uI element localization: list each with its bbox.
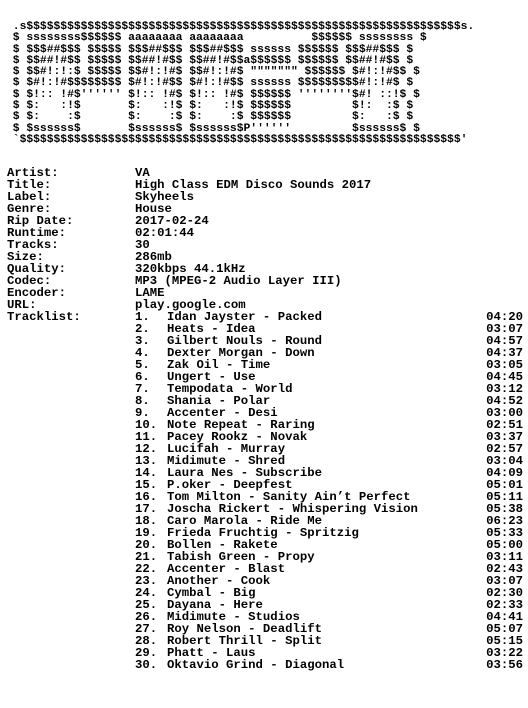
info-row-tracks <box>7 239 523 251</box>
info-label: URL: <box>7 298 37 312</box>
track-duration: 04:52 <box>486 394 523 408</box>
track-number: 19. <box>135 526 158 540</box>
track-duration: 05:15 <box>486 634 523 648</box>
track-number: 12. <box>135 442 158 456</box>
info-value: play.google.com <box>135 298 246 312</box>
track-row <box>7 575 523 587</box>
info-label: Artist: <box>7 166 59 180</box>
track-number: 22. <box>135 562 158 576</box>
track-title: Midimute - Studios <box>167 610 300 624</box>
info-row-title <box>7 179 523 191</box>
track-number: 9. <box>135 406 150 420</box>
track-duration: 04:09 <box>486 466 523 480</box>
ascii-art-line: $ $: :!$ $: :!$ $: :!$ $$$$$$ $!: :$ $ <box>6 100 414 113</box>
track-row <box>7 359 523 371</box>
track-duration: 03:22 <box>486 646 523 660</box>
track-duration: 05:00 <box>486 538 523 552</box>
track-duration: 05:01 <box>486 478 523 492</box>
track-duration: 05:11 <box>486 490 523 504</box>
ascii-art-line: $ $$#!:!:$ $$$$$ $$#!:!#$ $$#!:!#$ """"""" $$$$$$ $#!:!#$$ $ <box>6 66 420 79</box>
track-duration: 02:30 <box>486 586 523 600</box>
track-title: Another - Cook <box>167 574 271 588</box>
info-label: Quality: <box>7 262 67 276</box>
track-title: Shania - Polar <box>167 394 271 408</box>
ascii-art-line: $ ssssssss$$$$$$ aaaaaaaa aaaaaaaa $$$$$$ ssssssss $ <box>6 32 427 45</box>
track-title: Caro Marola - Ride Me <box>167 514 322 528</box>
track-title: Laura Nes - Subscribe <box>167 466 322 480</box>
info-label: Genre: <box>7 202 52 216</box>
track-number: 6. <box>135 370 150 384</box>
track-duration: 03:04 <box>486 454 523 468</box>
track-title: Heats - Idea <box>167 322 256 336</box>
track-number: 7. <box>135 382 150 396</box>
tracklist-label-row <box>7 311 523 323</box>
track-duration: 02:43 <box>486 562 523 576</box>
info-row-rip-date <box>7 215 523 227</box>
info-value: 2017-02-24 <box>135 214 209 228</box>
track-title: Note Repeat - Raring <box>167 418 315 432</box>
track-title: Ungert - Use <box>167 370 256 384</box>
track-duration: 03:07 <box>486 574 523 588</box>
track-number: 8. <box>135 394 150 408</box>
track-title: Cymbal - Big <box>167 586 256 600</box>
track-duration: 03:12 <box>486 382 523 396</box>
info-label: Title: <box>7 178 52 192</box>
track-row <box>7 659 523 671</box>
info-label: Encoder: <box>7 286 67 300</box>
info-row-label <box>7 191 523 203</box>
track-duration: 04:41 <box>486 610 523 624</box>
track-duration: 02:33 <box>486 598 523 612</box>
info-label: Rip Date: <box>7 214 74 228</box>
track-number: 1. <box>135 310 150 324</box>
track-number: 25. <box>135 598 158 612</box>
info-label: Runtime: <box>7 226 67 240</box>
info-value: VA <box>135 166 150 180</box>
track-title: Tom Milton - Sanity Ain’t Perfect <box>167 490 411 504</box>
track-title: Idan Jayster - Packed <box>167 310 322 324</box>
info-value: 02:01:44 <box>135 226 195 240</box>
track-title: Dayana - Here <box>167 598 263 612</box>
track-number: 11. <box>135 430 158 444</box>
track-number: 28. <box>135 634 158 648</box>
info-value: LAME <box>135 286 165 300</box>
track-duration: 04:57 <box>486 334 523 348</box>
ascii-art-banner <box>6 22 474 146</box>
track-duration: 05:33 <box>486 526 523 540</box>
track-title: Joscha Rickert - Whispering Vision <box>167 502 418 516</box>
track-title: Lucifah - Murray <box>167 442 286 456</box>
track-number: 29. <box>135 646 158 660</box>
tracklist-label: Tracklist: <box>7 310 81 324</box>
ascii-art-line: $ $ssssss$ $ssssss$ $ssssss$P'''''' $ssssss$ $ <box>6 122 420 135</box>
track-duration: 04:37 <box>486 346 523 360</box>
info-row-codec <box>7 275 523 287</box>
track-number: 30. <box>135 658 158 672</box>
track-number: 27. <box>135 622 158 636</box>
track-number: 10. <box>135 418 158 432</box>
ascii-art-line: $ $$##!#$$ $$$$$ $$##!#$$ $$##!#$$a$$$$$$ $$$$$$ $$##!#$$ $ <box>6 54 414 67</box>
track-title: Bollen - Rakete <box>167 538 278 552</box>
info-value: 320kbps 44.1kHz <box>135 262 246 276</box>
ascii-art-line: $ $#!:!#$$$$$$$$ $#!:!#$$ $#!:!#$$ ssssss $$$$$$$$$#!:!#$ $ <box>6 77 414 90</box>
track-number: 21. <box>135 550 158 564</box>
ascii-art-line: .s$$$$$$$$$$$$$$$$$$$$$$$$$$$$$$$$$$$$$$$$$$$$$$$$$$$$$$$$$$$$$$$$s. <box>6 21 475 33</box>
track-number: 23. <box>135 574 158 588</box>
track-title: Phatt - Laus <box>167 646 256 660</box>
track-title: Oktavio Grind - Diagonal <box>167 658 345 672</box>
track-title: Accenter - Desi <box>167 406 278 420</box>
info-label: Size: <box>7 250 44 264</box>
track-number: 14. <box>135 466 158 480</box>
track-title: Accenter - Blast <box>167 562 286 576</box>
track-title: Frieda Fruchtig - Spritzig <box>167 526 359 540</box>
ascii-art-line: `$$$$$$$$$$$$$$$$$$$$$$$$$$$$$$$$$$$$$$$$$$$$$$$$$$$$$$$$$$$$$$$$$' <box>6 133 468 146</box>
track-title: Tabish Green - Propy <box>167 550 315 564</box>
track-duration: 03:07 <box>486 322 523 336</box>
track-number: 15. <box>135 478 158 492</box>
info-value: 30 <box>135 238 150 252</box>
info-label: Label: <box>7 190 52 204</box>
track-duration: 06:23 <box>486 514 523 528</box>
track-number: 5. <box>135 358 150 372</box>
track-number: 17. <box>135 502 158 516</box>
track-number: 2. <box>135 322 150 336</box>
track-number: 16. <box>135 490 158 504</box>
track-title: Pacey Rookz - Novak <box>167 430 308 444</box>
ascii-art-line: $ $!:: !#$'''''' $!:: !#$ $!:: !#$ $$$$$$ ''''''''$#! ::!$ $ <box>6 88 420 101</box>
ascii-art-line: $ $: :$ $: :$ $: :$ $$$$$$ $: :$ $ <box>6 111 414 124</box>
track-title: Roy Nelson - Deadlift <box>167 622 322 636</box>
track-row <box>7 587 523 599</box>
track-number: 13. <box>135 454 158 468</box>
info-value: 286mb <box>135 250 172 264</box>
info-value: Skyheels <box>135 190 195 204</box>
track-duration: 03:11 <box>486 550 523 564</box>
info-value: House <box>135 202 172 216</box>
info-row-size <box>7 251 523 263</box>
track-row <box>7 635 523 647</box>
info-value: High Class EDM Disco Sounds 2017 <box>135 178 372 192</box>
track-title: Zak Oil - Time <box>167 358 271 372</box>
track-title: Gilbert Nouls - Round <box>167 334 322 348</box>
info-label: Tracks: <box>7 238 59 252</box>
info-value: MP3 (MPEG-2 Audio Layer III) <box>135 274 342 288</box>
track-title: Dexter Morgan - Down <box>167 346 315 360</box>
track-duration: 03:05 <box>486 358 523 372</box>
track-number: 18. <box>135 514 158 528</box>
track-number: 3. <box>135 334 150 348</box>
info-row-genre <box>7 203 523 215</box>
track-number: 4. <box>135 346 150 360</box>
info-label: Codec: <box>7 274 52 288</box>
track-title: Midimute - Shred <box>167 454 286 468</box>
track-title: Robert Thrill - Split <box>167 634 322 648</box>
track-duration: 04:45 <box>486 370 523 384</box>
info-row-encoder <box>7 287 523 299</box>
track-duration: 04:20 <box>486 310 523 324</box>
track-number: 26. <box>135 610 158 624</box>
track-duration: 03:00 <box>486 406 523 420</box>
track-number: 24. <box>135 586 158 600</box>
track-duration: 05:38 <box>486 502 523 516</box>
info-row-runtime <box>7 227 523 239</box>
ascii-art-line: $ $$$##$$$ $$$$$ $$$##$$$ $$$##$$$ ssssss $$$$$$ $$$##$$$ $ <box>6 43 414 56</box>
track-duration: 03:56 <box>486 658 523 672</box>
track-number: 20. <box>135 538 158 552</box>
release-info <box>7 167 523 311</box>
track-duration: 03:37 <box>486 430 523 444</box>
track-title: P.oker - Deepfest <box>167 478 293 492</box>
tracklist <box>7 311 523 671</box>
track-title: Tempodata - World <box>167 382 293 396</box>
track-duration: 02:57 <box>486 442 523 456</box>
track-duration: 05:07 <box>486 622 523 636</box>
track-duration: 02:51 <box>486 418 523 432</box>
